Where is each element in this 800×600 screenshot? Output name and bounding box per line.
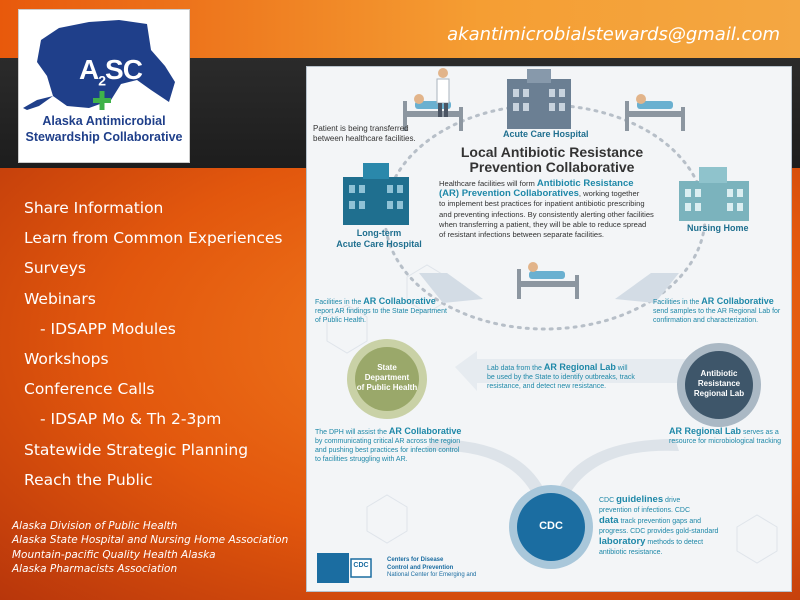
left-note: Facilities in the AR Collaborative report AR findings to the State Department of Public Health. — [315, 296, 447, 324]
transfer-note: Patient is being transferred between healthcare facilities. — [313, 124, 416, 143]
title-line: Prevention Collaborative — [469, 159, 635, 175]
right-note: Facilities in the AR Collaborative send samples to the AR Regional Lab for confirmation and characterization. — [653, 296, 781, 324]
topic-workshops: Workshops — [24, 349, 109, 368]
acute-care-label: Acute Care Hospital — [503, 129, 589, 139]
ar-collaborative-infographic — [306, 66, 792, 592]
partner-list — [12, 519, 288, 576]
a2sc-logo — [18, 9, 190, 163]
hospital-bed-icon — [517, 262, 579, 299]
intro-highlight: Antibiotic Resistance — [536, 178, 634, 189]
logo-line-1: Alaska Antimicrobial — [42, 114, 166, 128]
intro-line: Healthcare facilities will form Antibiotic Resistance — [439, 178, 634, 189]
infographic-title — [457, 145, 647, 175]
topic-idsap-schedule: - IDSAP Mo & Th 2-3pm — [40, 410, 222, 429]
topic-conference-calls: Conference Calls — [24, 380, 155, 399]
cdc-note: CDC guidelines drive prevention of infections. CDC data track prevention gaps and progress. CDC provides gold-standard laboratory methods to detect antibiotic resistance. — [599, 494, 719, 556]
topic-learn: Learn from Common Experiences — [24, 229, 283, 248]
partner-item: Mountain-pacific Quality Health Alaska — [12, 548, 216, 561]
intro-line: to implement best practices for inpatient antibiotic prescribing — [439, 199, 645, 209]
topic-reach-public: Reach the Public — [24, 470, 153, 489]
regional-lab-label: Antibiotic Resistance Regional Lab — [693, 369, 745, 398]
cdc-label: CDC — [539, 520, 563, 532]
intro-line: (AR) Prevention Collaboratives, working together — [439, 188, 640, 200]
topic-list — [24, 198, 283, 500]
intro-highlight: (AR) Prevention Collaboratives — [439, 188, 579, 200]
dph-note: The DPH will assist the AR Collaborative by communicating critical AR across the region and pushing best practices for infection control to facilities struggling with AR. — [315, 426, 462, 463]
cdc-logo-text: CDC — [353, 562, 369, 569]
title-line: Local Antibiotic Resistance — [460, 144, 644, 160]
logo-line-2: Stewardship Collaborative — [25, 130, 183, 144]
topic-surveys: Surveys — [24, 259, 86, 278]
long-term-label — [329, 228, 429, 250]
intro-line: and preventing infections. By consistently alerting other facilities — [439, 209, 654, 219]
intro-text — [439, 179, 679, 240]
topic-strategic-planning: Statewide Strategic Planning — [24, 440, 249, 459]
topic-share-information: Share Information — [24, 199, 164, 217]
partner-item: Alaska Pharmacists Association — [12, 562, 178, 575]
long-term-label-line: Acute Care Hospital — [336, 239, 422, 249]
partner-item: Alaska State Hospital and Nursing Home Association — [12, 534, 289, 547]
state-dept-label: State Department of Public Health — [356, 363, 418, 392]
cdc-footer: Centers for Disease Control and Prevention National Center for Emerging and — [387, 557, 477, 578]
nursing-home-label: Nursing Home — [687, 223, 749, 233]
doctor-icon — [437, 68, 449, 117]
mid-note: Lab data from the AR Regional Lab will be used by the State to identify outbreaks, track resistance, and detect new resistance. — [487, 362, 635, 390]
intro-line: when transferring a patient, they will be able to reduce spread — [439, 219, 647, 229]
long-term-hospital-icon — [343, 163, 409, 225]
cdc-flow-right — [557, 439, 679, 495]
long-term-label-line: Long-term — [356, 228, 402, 238]
partner-item: Alaska Division of Public Health — [12, 520, 178, 532]
topic-webinars: Webinars — [24, 289, 96, 308]
contact-email[interactable]: akantimicrobialstewards@gmail.com — [447, 24, 780, 45]
topic-idsapp-modules: - IDSAPP Modules — [40, 319, 176, 338]
nursing-home-icon — [679, 167, 749, 221]
intro-line: of resistant infections between separate facilities. — [439, 230, 605, 240]
logo-mark: $A_2SC$ — [79, 54, 142, 89]
lab-note: AR Regional Lab serves as a resource for microbiological tracking — [669, 426, 782, 445]
acute-care-hospital-icon — [507, 69, 571, 129]
